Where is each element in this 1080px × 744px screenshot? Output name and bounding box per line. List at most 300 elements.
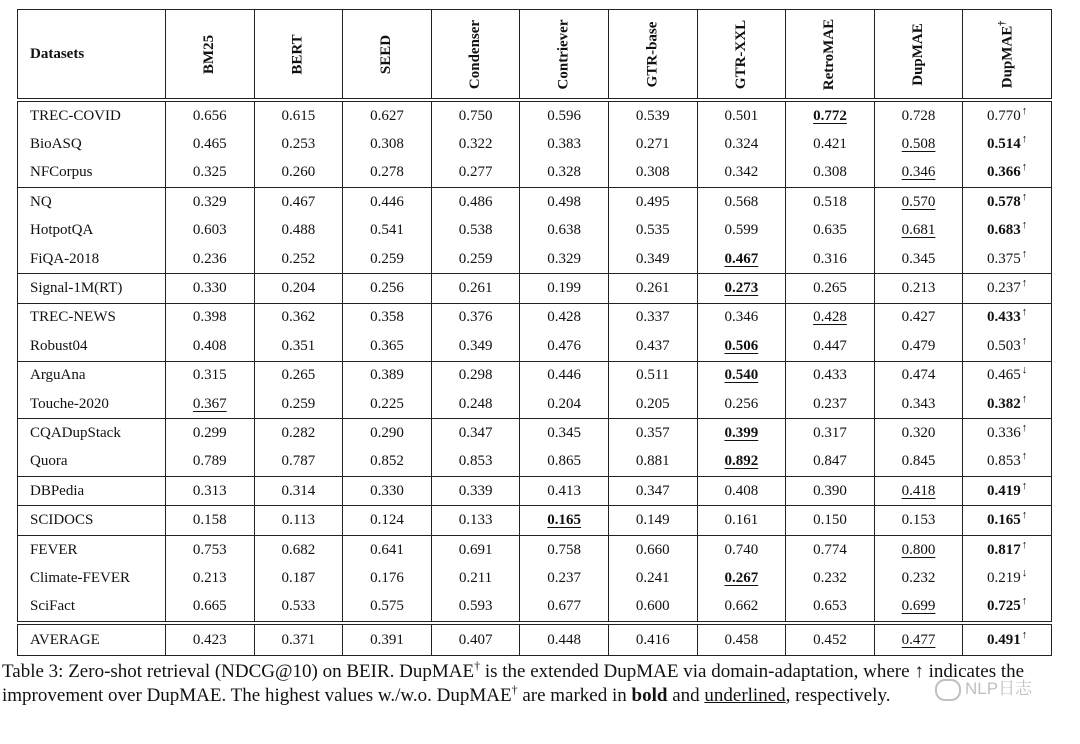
score-cell	[520, 477, 609, 506]
score-cell	[166, 274, 255, 303]
results-table	[17, 9, 1052, 656]
score-value: 0.259	[370, 250, 404, 267]
score-cell	[874, 159, 963, 188]
score-value: 0.852	[370, 453, 404, 470]
score-value: 0.881	[635, 453, 670, 470]
table-caption	[2, 660, 1078, 708]
column-header-7	[697, 10, 786, 101]
dagger-mark: †	[997, 20, 1009, 26]
score-cell	[343, 623, 432, 656]
score-value: 0.750	[458, 107, 493, 124]
score-value: 0.308	[813, 164, 847, 181]
score-cell	[697, 390, 786, 419]
score-value: 0.635	[813, 222, 847, 239]
score-value: 0.330	[192, 280, 227, 297]
column-header-label: GTR-base	[644, 21, 661, 87]
score-value: 0.313	[192, 482, 227, 499]
score-value: 0.315	[192, 367, 227, 384]
score-cell	[343, 564, 432, 592]
score-value: 0.452	[813, 631, 847, 648]
score-cell	[786, 564, 875, 592]
score-value: 0.337	[635, 309, 670, 326]
score-value: 0.847	[813, 453, 847, 470]
dataset-name: ArguAna	[18, 361, 166, 390]
score-cell	[697, 303, 786, 332]
score-cell	[874, 274, 963, 303]
score-cell	[786, 245, 875, 274]
score-value: 0.853	[987, 453, 1021, 470]
arrow-up-icon: ↑	[1021, 190, 1028, 203]
column-header-9	[874, 10, 963, 101]
score-value: 0.568	[724, 193, 759, 210]
score-value: 0.324	[724, 136, 759, 153]
arrow-up-icon: ↑	[1021, 479, 1028, 492]
score-cell	[608, 477, 697, 506]
score-value: 0.362	[281, 309, 316, 326]
score-cell	[874, 477, 963, 506]
score-cell	[520, 100, 609, 130]
caption-text-2: is the extended DupMAE via domain-adaptation, where ↑ indicates the improvement over DupMAE. The highest values w./w.o. DupMAE	[2, 661, 1025, 706]
score-value: 0.508	[901, 136, 936, 153]
score-cell	[963, 593, 1052, 623]
table-row	[18, 100, 1052, 130]
score-value: 0.204	[547, 395, 582, 412]
score-cell	[254, 419, 343, 448]
score-value: 0.514	[987, 136, 1021, 153]
column-header-label: SEED	[378, 34, 395, 74]
score-value: 0.346	[901, 164, 936, 181]
score-cell	[963, 274, 1052, 303]
score-value: 0.330	[370, 482, 404, 499]
score-cell	[431, 100, 520, 130]
score-cell	[343, 535, 432, 564]
score-value: 0.479	[901, 337, 936, 354]
score-value: 0.357	[635, 424, 670, 441]
dataset-name: FiQA-2018	[18, 245, 166, 274]
score-cell	[697, 506, 786, 535]
dataset-name: CQADupStack	[18, 419, 166, 448]
score-value: 0.539	[635, 107, 670, 124]
arrow-up-icon: ↑	[1021, 133, 1028, 146]
score-value: 0.662	[724, 598, 759, 615]
score-cell	[254, 390, 343, 419]
score-value: 0.578	[987, 193, 1021, 210]
score-value: 0.253	[281, 136, 316, 153]
score-cell	[608, 593, 697, 623]
score-cell	[254, 332, 343, 361]
caption-underline-word: underlined	[704, 685, 786, 706]
score-cell	[608, 361, 697, 390]
score-cell	[520, 159, 609, 188]
score-cell	[431, 564, 520, 592]
score-cell	[254, 623, 343, 656]
score-cell	[520, 448, 609, 477]
score-cell	[608, 303, 697, 332]
column-header-3	[343, 10, 432, 101]
score-cell	[786, 448, 875, 477]
column-header-label: Contriever	[555, 19, 572, 89]
score-cell	[963, 535, 1052, 564]
score-cell	[343, 217, 432, 245]
score-value: 0.390	[813, 482, 847, 499]
score-value: 0.278	[370, 164, 404, 181]
score-value: 0.237	[987, 280, 1021, 297]
score-value: 0.638	[547, 222, 582, 239]
score-cell	[166, 100, 255, 130]
score-cell	[520, 564, 609, 592]
score-cell	[520, 130, 609, 158]
score-cell	[608, 245, 697, 274]
dataset-name: Signal-1M(RT)	[18, 274, 166, 303]
score-value: 0.433	[987, 309, 1021, 326]
score-value: 0.511	[636, 367, 670, 384]
score-cell	[963, 100, 1052, 130]
score-value: 0.261	[458, 280, 493, 297]
score-cell	[786, 506, 875, 535]
caption-text-1: Zero-shot retrieval (NDCG@10) on BEIR. DupMAE	[63, 661, 475, 682]
score-cell	[608, 390, 697, 419]
arrow-up-icon: ↑	[1021, 595, 1028, 608]
score-value: 0.232	[901, 569, 936, 586]
score-cell	[697, 245, 786, 274]
score-value: 0.423	[192, 631, 227, 648]
score-value: 0.467	[281, 193, 316, 210]
score-cell	[697, 535, 786, 564]
score-value: 0.407	[458, 631, 493, 648]
score-cell	[786, 593, 875, 623]
score-cell	[963, 130, 1052, 158]
score-cell	[166, 245, 255, 274]
watermark-text: NLP日志	[965, 679, 1033, 698]
arrow-up-icon: ↑	[1021, 104, 1028, 117]
score-value: 0.538	[458, 222, 493, 239]
score-cell	[431, 623, 520, 656]
score-cell	[963, 564, 1052, 592]
score-value: 0.261	[635, 280, 670, 297]
score-cell	[520, 535, 609, 564]
column-header-datasets: Datasets	[18, 10, 166, 101]
score-cell	[343, 593, 432, 623]
score-value: 0.853	[458, 453, 493, 470]
arrow-up-icon: ↑	[1021, 421, 1028, 434]
score-cell	[254, 159, 343, 188]
score-cell	[963, 506, 1052, 535]
score-value: 0.391	[370, 631, 404, 648]
score-cell	[343, 419, 432, 448]
score-cell	[166, 130, 255, 158]
score-cell	[786, 390, 875, 419]
table-row	[18, 419, 1052, 448]
score-value: 0.383	[547, 136, 582, 153]
score-value: 0.476	[547, 337, 582, 354]
score-cell	[343, 361, 432, 390]
score-cell	[254, 564, 343, 592]
arrow-up-icon: ↑	[1021, 509, 1028, 522]
table-row	[18, 623, 1052, 656]
score-value: 0.408	[724, 482, 759, 499]
score-value: 0.389	[370, 367, 404, 384]
score-value: 0.113	[281, 512, 315, 529]
score-value: 0.317	[813, 424, 847, 441]
score-cell	[963, 159, 1052, 188]
score-value: 0.570	[901, 193, 936, 210]
score-cell	[963, 303, 1052, 332]
score-cell	[520, 245, 609, 274]
score-cell	[520, 217, 609, 245]
score-value: 0.165	[547, 512, 582, 529]
score-cell	[431, 361, 520, 390]
score-value: 0.865	[547, 453, 582, 470]
score-value: 0.225	[370, 395, 404, 412]
caption-bold-word: bold	[631, 685, 668, 706]
score-value: 0.789	[192, 453, 227, 470]
score-value: 0.437	[635, 337, 670, 354]
score-value: 0.728	[901, 107, 936, 124]
score-value: 0.660	[635, 541, 670, 558]
table-row	[18, 593, 1052, 623]
score-cell	[697, 100, 786, 130]
score-value: 0.351	[281, 337, 316, 354]
score-value: 0.491	[987, 631, 1021, 648]
score-value: 0.753	[192, 541, 227, 558]
score-cell	[166, 159, 255, 188]
score-cell	[254, 274, 343, 303]
score-cell	[697, 217, 786, 245]
table-row	[18, 361, 1052, 390]
score-cell	[520, 274, 609, 303]
score-value: 0.345	[547, 424, 582, 441]
score-value: 0.677	[547, 598, 582, 615]
score-cell	[166, 332, 255, 361]
column-header-label: BERT	[289, 33, 306, 75]
score-cell	[786, 130, 875, 158]
score-cell	[343, 245, 432, 274]
score-value: 0.298	[458, 367, 493, 384]
score-value: 0.329	[547, 250, 582, 267]
score-cell	[874, 506, 963, 535]
score-value: 0.488	[281, 222, 316, 239]
score-value: 0.740	[724, 541, 759, 558]
score-cell	[254, 448, 343, 477]
score-value: 0.408	[192, 337, 227, 354]
score-value: 0.465	[192, 136, 227, 153]
score-cell	[166, 188, 255, 217]
score-cell	[343, 303, 432, 332]
score-value: 0.477	[901, 631, 936, 648]
dataset-name: NQ	[18, 188, 166, 217]
score-cell	[963, 217, 1052, 245]
score-cell	[874, 390, 963, 419]
table-row	[18, 274, 1052, 303]
table-row	[18, 245, 1052, 274]
score-value: 0.465	[987, 367, 1021, 384]
score-value: 0.758	[547, 541, 582, 558]
score-value: 0.265	[281, 367, 316, 384]
score-cell	[166, 448, 255, 477]
score-value: 0.273	[724, 280, 759, 297]
score-cell	[343, 188, 432, 217]
dataset-name: AVERAGE	[18, 623, 166, 656]
score-cell	[520, 361, 609, 390]
score-value: 0.725	[987, 598, 1021, 615]
score-value: 0.495	[635, 193, 670, 210]
table-row	[18, 303, 1052, 332]
score-cell	[343, 506, 432, 535]
column-header-10	[963, 10, 1052, 101]
score-cell	[254, 506, 343, 535]
score-cell	[431, 419, 520, 448]
arrow-up-icon: ↑	[1021, 628, 1028, 641]
score-value: 0.316	[813, 250, 847, 267]
score-value: 0.772	[813, 107, 847, 124]
score-cell	[343, 159, 432, 188]
score-cell	[520, 332, 609, 361]
score-cell	[431, 303, 520, 332]
score-value: 0.474	[901, 367, 936, 384]
score-cell	[254, 245, 343, 274]
column-header-8	[786, 10, 875, 101]
score-value: 0.259	[458, 250, 493, 267]
score-value: 0.299	[192, 424, 227, 441]
score-cell	[963, 245, 1052, 274]
score-value: 0.447	[813, 337, 847, 354]
score-cell	[786, 159, 875, 188]
score-cell	[431, 535, 520, 564]
score-value: 0.681	[901, 222, 936, 239]
score-value: 0.290	[370, 424, 404, 441]
score-cell	[520, 623, 609, 656]
dataset-name: NFCorpus	[18, 159, 166, 188]
score-cell	[520, 419, 609, 448]
score-value: 0.665	[192, 598, 227, 615]
score-value: 0.398	[192, 309, 227, 326]
score-cell	[697, 448, 786, 477]
caption-dagger-2: †	[511, 682, 518, 697]
score-value: 0.641	[370, 541, 404, 558]
score-value: 0.267	[724, 569, 759, 586]
score-value: 0.448	[547, 631, 582, 648]
score-cell	[608, 188, 697, 217]
score-cell	[608, 274, 697, 303]
column-header-4	[431, 10, 520, 101]
column-header-6	[608, 10, 697, 101]
results-table-container	[17, 9, 1051, 656]
score-value: 0.346	[724, 309, 759, 326]
score-value: 0.892	[724, 453, 759, 470]
score-value: 0.277	[458, 164, 493, 181]
score-cell	[166, 506, 255, 535]
score-value: 0.653	[813, 598, 847, 615]
score-value: 0.596	[547, 107, 582, 124]
score-cell	[786, 188, 875, 217]
score-value: 0.501	[724, 107, 759, 124]
score-value: 0.518	[813, 193, 847, 210]
arrow-up-icon: ↑	[1021, 247, 1028, 260]
score-cell	[166, 564, 255, 592]
score-value: 0.252	[281, 250, 316, 267]
column-header-label: Condenser	[467, 19, 484, 89]
score-value: 0.656	[192, 107, 227, 124]
score-value: 0.599	[724, 222, 759, 239]
caption-text-4: and	[667, 685, 705, 706]
score-value: 0.213	[192, 569, 227, 586]
score-value: 0.506	[724, 337, 759, 354]
score-cell	[786, 217, 875, 245]
score-value: 0.345	[901, 250, 936, 267]
dataset-name: DBPedia	[18, 477, 166, 506]
score-cell	[254, 303, 343, 332]
score-cell	[697, 188, 786, 217]
score-cell	[254, 100, 343, 130]
score-cell	[963, 623, 1052, 656]
score-cell	[874, 535, 963, 564]
score-cell	[431, 593, 520, 623]
score-cell	[520, 506, 609, 535]
arrow-down-icon: ↓	[1021, 364, 1028, 377]
score-cell	[254, 477, 343, 506]
score-value: 0.427	[901, 309, 936, 326]
score-value: 0.817	[987, 541, 1021, 558]
score-cell	[963, 448, 1052, 477]
score-value: 0.446	[370, 193, 404, 210]
score-value: 0.347	[458, 424, 493, 441]
arrow-up-icon: ↑	[1021, 219, 1028, 232]
score-value: 0.467	[724, 250, 759, 267]
table-row	[18, 390, 1052, 419]
score-value: 0.149	[635, 512, 670, 529]
score-cell	[608, 130, 697, 158]
column-header-label: DupMAE	[910, 22, 927, 86]
column-header-label: BM25	[201, 34, 218, 74]
score-value: 0.366	[987, 164, 1021, 181]
score-cell	[166, 593, 255, 623]
score-cell	[608, 623, 697, 656]
score-cell	[874, 245, 963, 274]
score-cell	[520, 390, 609, 419]
dataset-name: Quora	[18, 448, 166, 477]
score-cell	[520, 303, 609, 332]
score-value: 0.800	[901, 541, 936, 558]
score-value: 0.322	[458, 136, 493, 153]
score-value: 0.219	[987, 569, 1021, 586]
watermark	[935, 674, 1032, 701]
caption-text-5: , respectively.	[785, 685, 891, 706]
score-cell	[343, 332, 432, 361]
score-value: 0.533	[281, 598, 316, 615]
column-header-label: RetroMAE	[821, 18, 838, 90]
score-cell	[874, 332, 963, 361]
score-value: 0.358	[370, 309, 404, 326]
score-value: 0.314	[281, 482, 316, 499]
score-cell	[697, 361, 786, 390]
score-cell	[608, 448, 697, 477]
score-value: 0.593	[458, 598, 493, 615]
score-value: 0.211	[458, 569, 493, 586]
score-cell	[963, 361, 1052, 390]
score-value: 0.399	[724, 424, 759, 441]
score-cell	[697, 274, 786, 303]
score-cell	[431, 274, 520, 303]
score-value: 0.339	[458, 482, 493, 499]
score-cell	[431, 130, 520, 158]
score-value: 0.237	[813, 395, 847, 412]
score-value: 0.845	[901, 453, 936, 470]
score-value: 0.256	[370, 280, 404, 297]
score-cell	[697, 477, 786, 506]
table-row	[18, 564, 1052, 592]
caption-label: Table 3:	[2, 661, 64, 682]
score-cell	[431, 332, 520, 361]
